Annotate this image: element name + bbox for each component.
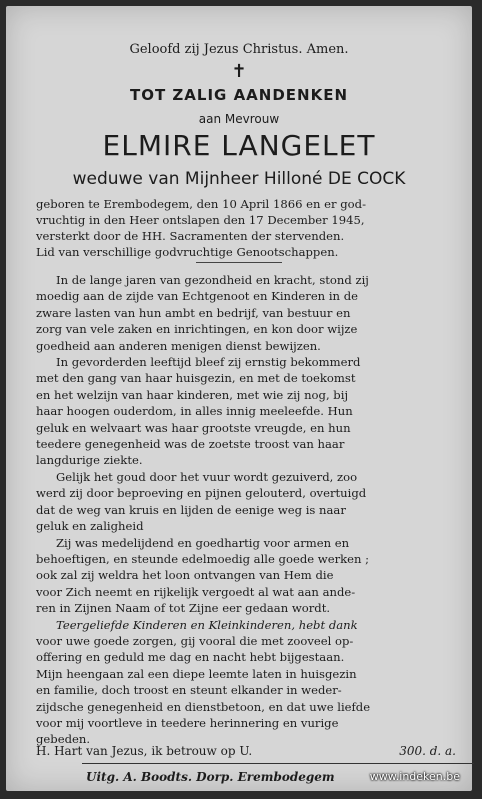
text-line: voor Zich neemt en rijkelijk vergoedt al wat aan ande- <box>36 584 356 599</box>
text-line: moedig aan de zijde van Echtgenoot en Kinderen in de <box>36 289 358 304</box>
text-line: goedheid aan anderen menigen dienst bewijzen. <box>36 338 321 353</box>
divider <box>196 262 282 263</box>
text-line: voor uwe goede zorgen, gij vooral die met zooveel op- <box>36 633 354 648</box>
text-line: In de lange jaren van gezondheid en kracht, stond zij <box>56 273 369 287</box>
deceased-name: ELMIRE LANGELET <box>102 129 376 162</box>
text-line: en het welzijn van haar kinderen, met wie zij nog, bij <box>36 387 349 402</box>
text-line: met den gang van haar huisgezin, en met de toekomst <box>36 371 356 386</box>
text-line: teedere genegenheid was de zoetste troost van haar <box>36 437 345 452</box>
printer-imprint: Uitg. A. Boodts. Dorp. Erembodegem <box>86 770 335 784</box>
indulgence-note: 300. d. a. <box>399 744 456 758</box>
closing-prayer <box>36 744 456 758</box>
text-line: en familie, doch troost en steunt elkander in weder- <box>36 683 342 698</box>
bio-line: geboren te Erembodegem, den 10 April 1866 en er god- <box>36 197 366 211</box>
text-line: dat de weg van kruis en lijden de eenige weg is naar <box>36 502 346 517</box>
spouse-name: Hilloné DE COCK <box>263 169 406 189</box>
text-line: voor mij voortleve in teedere herinnering en vurige <box>36 715 339 730</box>
footer-divider <box>82 763 474 764</box>
text-line: In gevorderden leeftijd bleef zij ernstig bekommerd <box>56 355 361 370</box>
salutation: aan Mevrouw <box>198 112 280 126</box>
text-line: zware lasten van hun ambt en bedrijf, van bestuur en <box>36 305 351 320</box>
text-line: werd zij door beproeving en pijnen gelouterd, overtuigd <box>36 486 367 501</box>
prayer-text: H. Hart van Jezus, ik betrouw op U. <box>36 744 253 758</box>
memorial-card <box>6 6 472 791</box>
cross-icon: ✝ <box>231 61 247 82</box>
text-line: ren in Zijnen Naam of tot Zijne eer gedaan wordt. <box>36 601 331 616</box>
text-line: geluk en welvaart was haar grootste vreugde, en hun <box>36 420 351 435</box>
bio-line: vruchtig in den Heer ontslapen den 17 December 1945, <box>36 213 365 227</box>
bio-line: Lid van verschillige godvruchtige Genootschappen. <box>36 245 339 259</box>
text-line: zorg van vele zaken en inrichtingen, en kon door wijze <box>36 322 358 337</box>
text-line: Teergeliefde Kinderen en Kleinkinderen, hebt dank <box>56 617 358 632</box>
text-line: Gelijk het goud door het vuur wordt gezuiverd, zoo <box>56 469 358 484</box>
biography <box>36 196 446 260</box>
text-line: ook zal zij weldra het loon ontvangen van Hem die <box>36 568 334 583</box>
widow-prefix: weduwe van Mijnheer <box>72 169 259 189</box>
text-line: langdurige ziekte. <box>36 453 143 468</box>
text-line: behoeftigen, en steunde edelmoedig alle goede werken ; <box>36 551 370 566</box>
text-line: Mijn heengaan zal een diepe leemte laten in huisgezin <box>36 666 357 681</box>
eulogy-text <box>36 272 446 748</box>
text-line: geluk en zaligheid <box>36 519 144 534</box>
memorial-heading: TOT ZALIG AANDENKEN <box>129 86 349 104</box>
widow-line <box>6 169 472 189</box>
text-line: Zij was medelijdend en goedhartig voor armen en <box>56 535 350 550</box>
invocation: Geloofd zij Jezus Christus. Amen. <box>129 42 349 57</box>
bio-line: versterkt door de HH. Sacramenten der stervenden. <box>36 229 345 243</box>
text-line: zijdsche genegenheid en dienstbetoon, en dat uwe liefde <box>36 699 371 714</box>
watermark: www.indeken.be <box>369 770 460 783</box>
text-line: haar hoogen ouderdom, in alles innig meeleefde. Hun <box>36 404 353 419</box>
text-line: offering en geduld me dag en nacht hebt bijgestaan. <box>36 650 345 665</box>
text-line: gebeden. <box>36 732 91 747</box>
